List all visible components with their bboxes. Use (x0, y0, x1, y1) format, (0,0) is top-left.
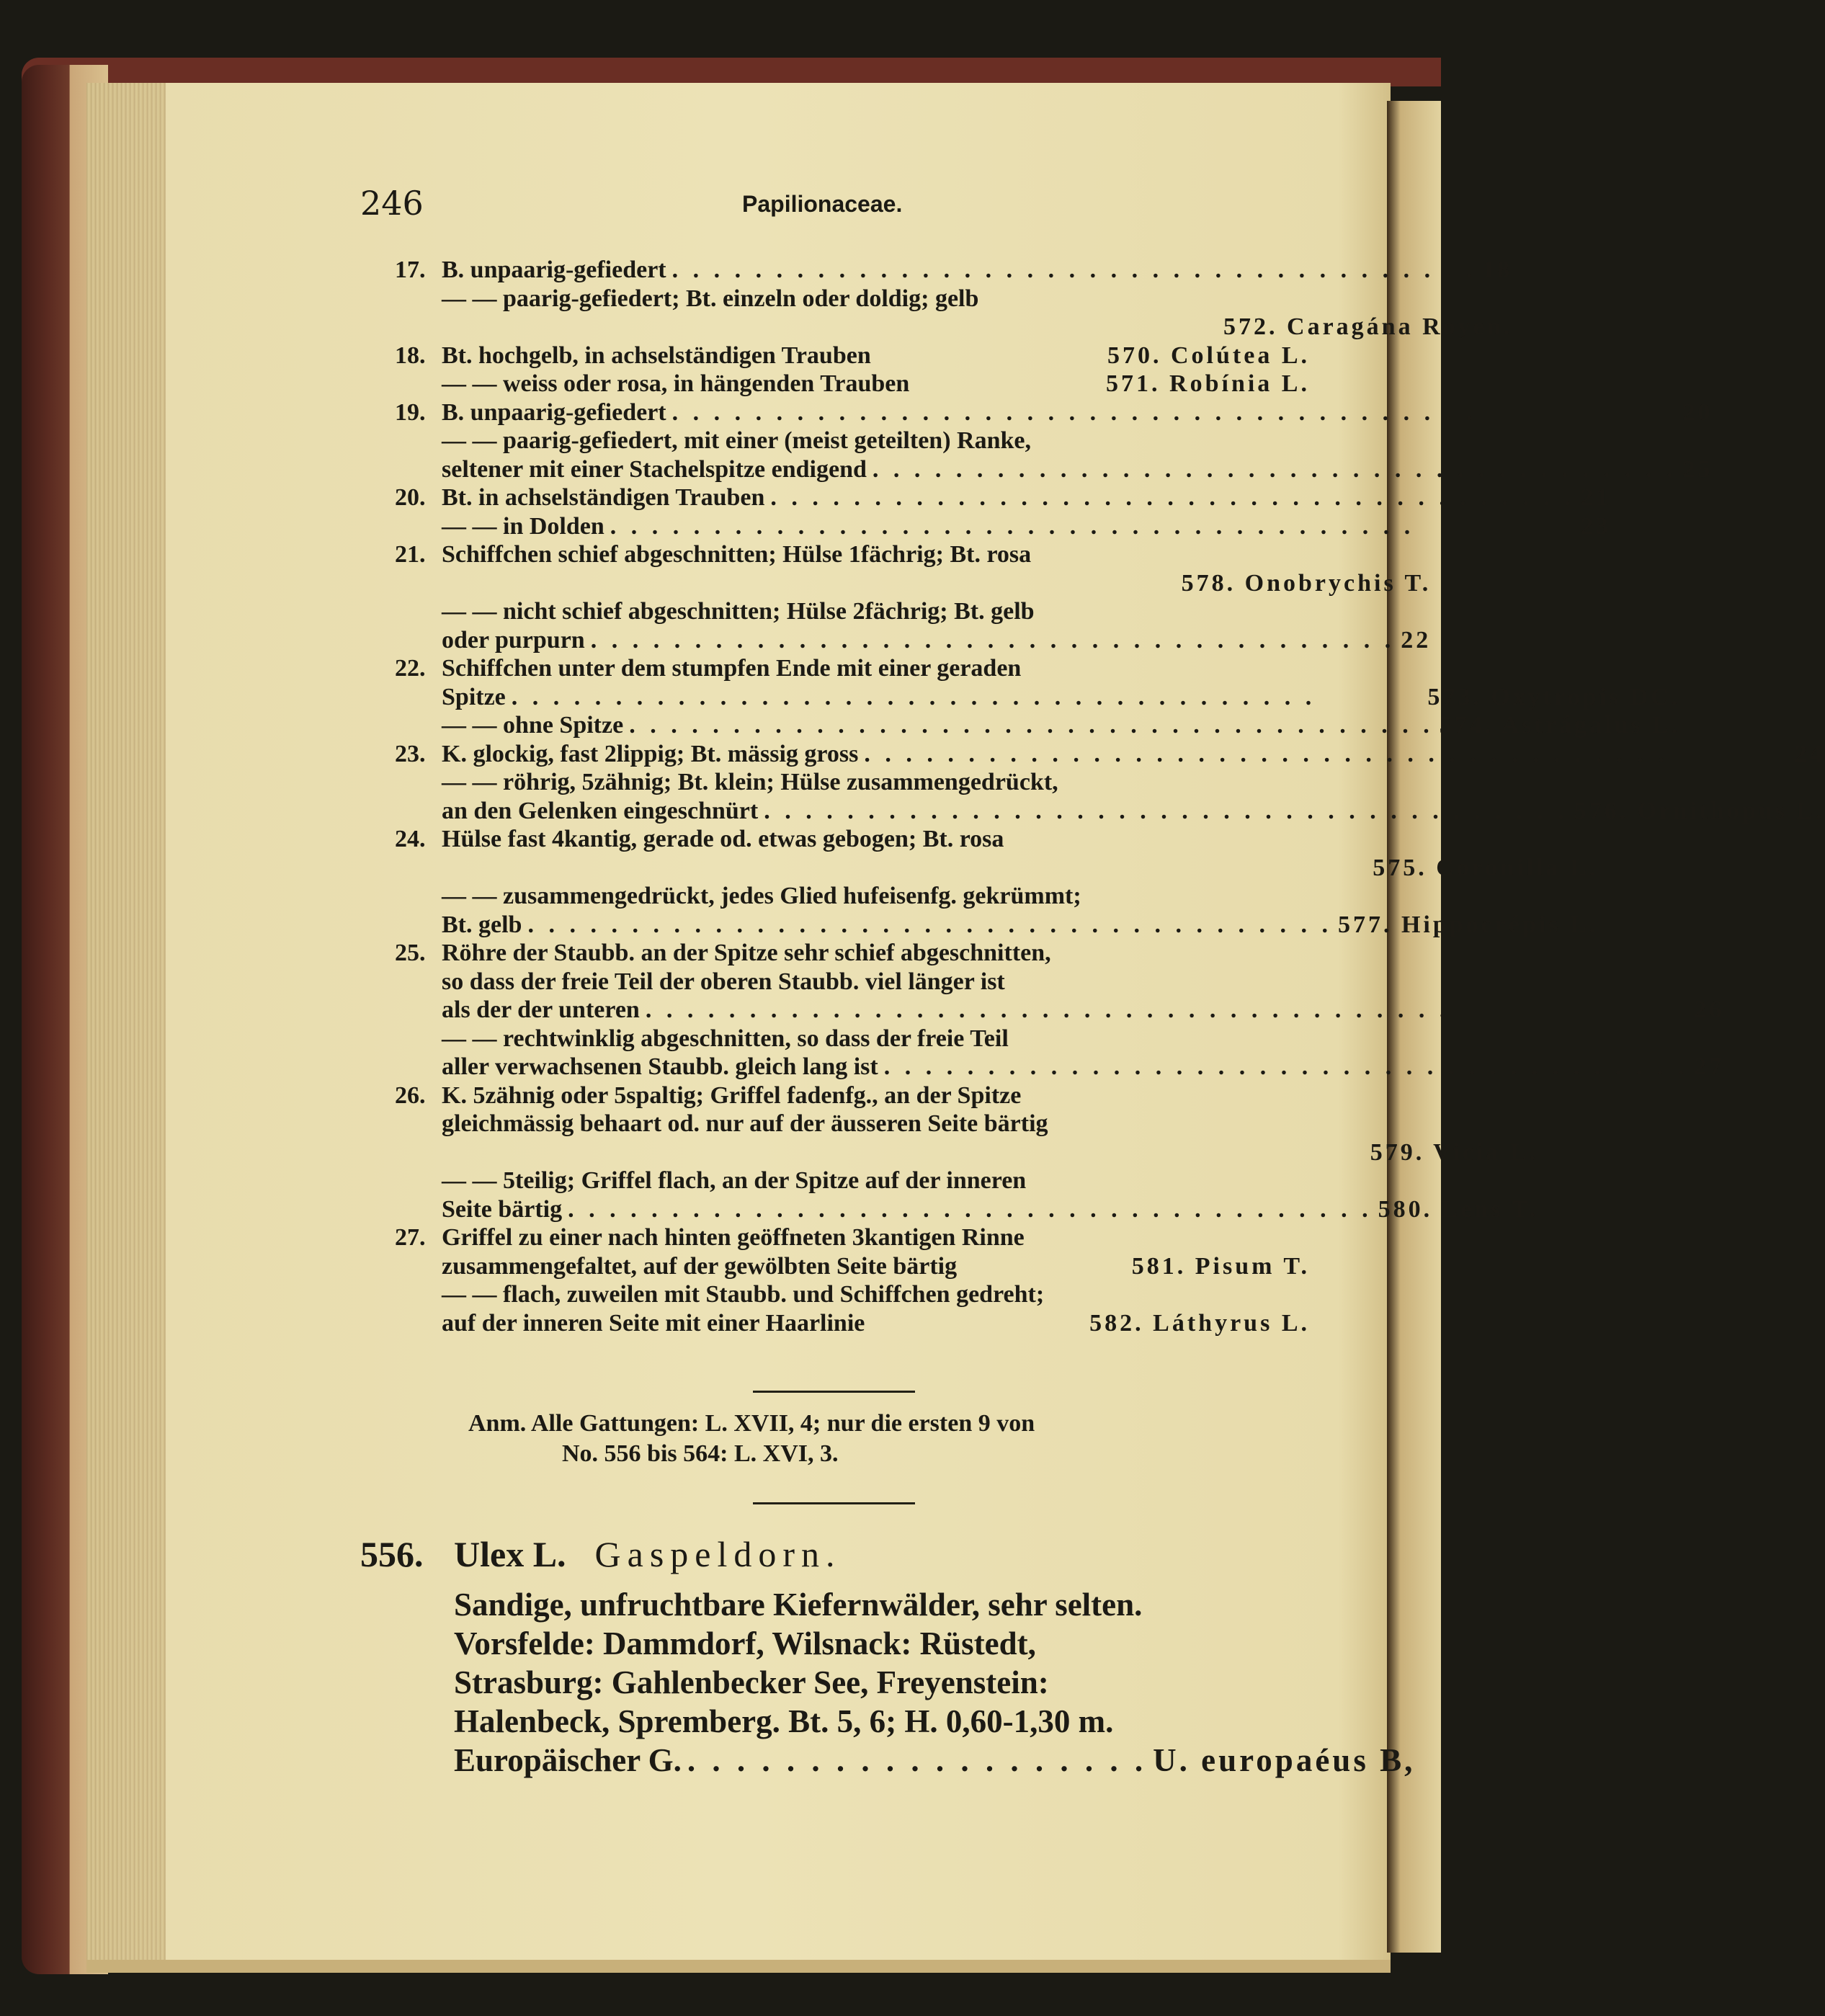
key-line-text: Schiffchen unter dem stumpfen Ende mit einer geraden (442, 655, 1022, 682)
key-line-text: Seite bärtig (442, 1195, 563, 1223)
key-line (442, 1167, 1538, 1195)
key-line-text: auf der inneren Seite mit einer Haarlinie (442, 1309, 865, 1337)
leader-dots: . . . . . . . . . . . . . . . . . . . . . . . . . . . . . . . . . . . . . . . (610, 512, 1415, 540)
leader-dots: . . . . . . . . . . . . . . . . . . . . . . . . . . . . . . . . . . . . . . . (764, 797, 1569, 824)
key-line-text: Schiffchen schief abgeschnitten; Hülse 1fächrig; Bt. rosa (442, 541, 1032, 568)
key-reference: 577. Hippocrépis L. (1337, 911, 1599, 938)
annotation-note (468, 1409, 1275, 1469)
leader-dots: . . . . . . . . . . . . . . . . . . . . . . . . . . . . . . . . . . . . . . . (671, 257, 1477, 283)
key-line (442, 569, 1431, 598)
key-line (442, 911, 1598, 940)
key-line-text: gleichmässig behaart od. nur auf der äusseren Seite bärtig (442, 1110, 1048, 1137)
key-reference: 27 (1694, 1053, 1725, 1080)
key-entry-number: 27. (395, 1224, 426, 1251)
key-line (442, 597, 1431, 626)
page-edges (86, 83, 166, 1960)
genus-name: Ulex L. (454, 1534, 566, 1574)
leader-dots: . . . . . . . . . . . . . . . . . . . . . . . . . . . . . . . . . . . . . . . (590, 626, 1396, 654)
leader-dots: . . . . . . . . . . . . . . . . . . . . . . . . . . . . . . . . . . . . . . . (864, 740, 1669, 767)
key-line-text: — — paarig-gefiedert, mit einer (meist geteilten) Ranke, (442, 427, 1031, 454)
key-line-text: — — weiss oder rosa, in hängenden Trauben (442, 370, 910, 397)
key-line (442, 427, 1713, 455)
key-line (442, 1053, 1724, 1081)
key-entry (395, 256, 1513, 342)
key-line-text: oder purpurn (442, 626, 585, 654)
key-line (442, 1195, 1538, 1224)
key-line-text: — — in Dolden (442, 512, 604, 540)
key-line (442, 996, 1724, 1025)
key-line (442, 342, 1310, 370)
genus-heading (360, 1533, 1311, 1585)
key-line-text: Bt. gelb (442, 911, 522, 938)
species-latin-name: U. europaéus B, (1153, 1742, 1416, 1778)
genus-common-name: Gaspeldorn. (594, 1534, 842, 1574)
key-line (442, 1110, 1538, 1138)
key-reference: 23 (1580, 512, 1611, 540)
divider-rule (753, 1502, 915, 1504)
key-entry-number: 20. (395, 484, 426, 511)
key-line-text: Bt. in achselständigen Trauben (442, 484, 765, 511)
key-genus-reference: 571. Robínia L. (1106, 370, 1310, 397)
key-line (442, 626, 1431, 655)
book-cover-top (22, 58, 1441, 86)
key-line-text: — — flach, zuweilen mit Staubb. und Schiffchen gedreht; (442, 1281, 1045, 1308)
leader-dots: . . . . . . . . . . . . . . . . . . . . . . . . . . . . . . . . . . . . . . . (511, 683, 1316, 710)
key-line-text: — — röhrig, 5zähnig; Bt. klein; Hülse zusammengedrückt, (442, 769, 1058, 795)
key-entry-number: 17. (395, 257, 426, 283)
note-line-2: No. 556 bis 564: L. XVI, 3. (562, 1440, 839, 1467)
key-line-text: Griffel zu einer nach hinten geöffneten 3kantigen Rinne (442, 1224, 1025, 1251)
key-line (442, 968, 1724, 996)
key-line-text: Spitze (442, 683, 506, 710)
key-line (442, 854, 1598, 883)
key-line-text: an den Gelenken eingeschnürt (442, 797, 759, 824)
key-entry (395, 342, 1310, 398)
key-genus-reference: 582. Láthyrus L. (1089, 1309, 1310, 1337)
key-line-text: — — ohne Spitze (442, 712, 624, 739)
leader-dots: . . . . . . . . . . . . . . . . . . . . . . . . . . . . . . . . . . . . . . . (883, 1053, 1689, 1080)
key-line (442, 370, 1310, 398)
key-reference: 574. Astrágalus L. (1439, 712, 1681, 739)
key-line-text: — — 5teilig; Griffel flach, an der Spitze auf der inneren (442, 1167, 1027, 1194)
key-line-text: zusammengefaltet, auf der gewölbten Seite bärtig (442, 1252, 958, 1280)
key-entry (395, 825, 1599, 939)
key-line (442, 654, 1680, 683)
key-line-text: — — zusammengedrückt, jedes Glied hufeisenfg. gekrümmt; (442, 883, 1081, 909)
key-line (442, 683, 1680, 712)
divider-rule (753, 1391, 915, 1393)
key-entry-number: 26. (395, 1081, 426, 1109)
running-head (360, 184, 1340, 234)
key-entry (395, 654, 1681, 740)
genus-line: Sandige, unfruchtbare Kiefernwälder, sehr selten. (454, 1587, 1143, 1623)
key-line (442, 512, 1611, 541)
key-line (442, 1138, 1538, 1167)
genus-line: Vorsfelde: Dammdorf, Wilsnack: Rüstedt, (454, 1625, 1036, 1662)
key-line (442, 455, 1713, 484)
key-entry-number: 24. (395, 826, 426, 852)
key-entry (395, 540, 1432, 654)
key-entry-number: 19. (395, 398, 426, 426)
page-number: 246 (360, 184, 424, 223)
genus-species-line (454, 1741, 1416, 1780)
key-line-text: aller verwachsenen Staubb. gleich lang ist (442, 1053, 878, 1080)
key-line (442, 1252, 1310, 1281)
key-entry-number: 23. (395, 740, 426, 767)
genus-number: 556. (360, 1534, 424, 1574)
key-line (442, 740, 1825, 769)
key-line-text: K. glockig, fast 2lippig; Bt. mässig gross (442, 740, 859, 767)
page-title: Papilionaceae. (742, 191, 903, 217)
leader-dots: . . . . . . . . . . . . . . . . . . . (687, 1742, 1148, 1778)
species-common-name: Europäischer G. (454, 1742, 682, 1778)
key-entry (395, 939, 1725, 1081)
key-reference: 18 (1482, 257, 1513, 283)
key-line (442, 939, 1724, 968)
key-line (442, 825, 1598, 854)
key-entry (395, 1081, 1539, 1224)
key-line-text: K. 5zähnig oder 5spaltig; Griffel fadenfg., an der Spitze (442, 1081, 1022, 1109)
leader-dots: . . . . . . . . . . . . . . . . . . . . . . . . . . . . . . . . . . . . . . . (629, 712, 1434, 739)
key-line (442, 398, 1713, 427)
key-line (442, 882, 1598, 911)
leader-dots: . . . . . . . . . . . . . . . . . . . . . . . . . . . . . . . . . . . . . . . (568, 1195, 1373, 1223)
key-entry-number: 22. (395, 655, 426, 682)
genus-line: Strasburg: Gahlenbecker See, Freyenstein: (454, 1664, 1049, 1700)
key-reference: 20 (1682, 398, 1713, 426)
genus-description (360, 1585, 1416, 1780)
key-line (442, 1025, 1724, 1053)
key-entry (395, 398, 1713, 484)
key-line-text: als der der unteren (442, 996, 640, 1023)
key-line (442, 285, 1512, 313)
key-reference: 573. Oxytropis DC. (1427, 683, 1681, 710)
genus-line: Halenbeck, Spremberg. Bt. 5, 6; H. 0,60-1,30 m. (454, 1703, 1114, 1739)
key-entry-number: 18. (395, 342, 426, 369)
key-reference: 24 (1794, 740, 1825, 767)
key-line-text: so dass der freie Teil der oberen Staubb. viel länger ist (442, 968, 1005, 995)
key-line (442, 797, 1825, 826)
leader-dots: . . . . . . . . . . . . . . . . . . . . . . . . . . . . . . . . . . . . . . . (770, 484, 1575, 511)
key-line-text: B. unpaarig-gefiedert (442, 257, 666, 283)
key-line (442, 256, 1512, 285)
key-genus-reference: 581. Pisum T. (1131, 1252, 1310, 1280)
key-line-text: — — nicht schief abgeschnitten; Hülse 2fächrig; Bt. gelb (442, 598, 1035, 625)
leader-dots: . . . . . . . . . . . . . . . . . . . . . . . . . . . . . . . . . . . . . . . (872, 455, 1677, 483)
key-line-text: seltener mit einer Stachelspitze endigend (442, 455, 867, 483)
key-reference: 21 (1580, 484, 1611, 511)
key-entry-number: 21. (395, 541, 426, 568)
key-reference: 22 (1401, 626, 1432, 654)
identification-key (395, 256, 1825, 1337)
genus-entry (360, 1533, 1416, 1780)
key-line (442, 540, 1431, 569)
key-line (442, 313, 1512, 342)
key-entry-number: 25. (395, 940, 426, 966)
key-line-text: Hülse fast 4kantig, gerade od. etwas gebogen; Bt. rosa (442, 826, 1004, 852)
key-line (442, 1309, 1310, 1338)
leader-dots: . . . . . . . . . . . . . . . . . . . . . . . . . . . . . . . . . . . . . . . (671, 398, 1477, 426)
leader-dots: . . . . . . . . . . . . . . . . . . . . . . . . . . . . . . . . . . . . . . . (645, 996, 1450, 1023)
key-genus-reference: 578. Onobrychis T. (1181, 569, 1432, 597)
key-line (442, 1280, 1310, 1309)
key-line (442, 768, 1825, 797)
key-entry (395, 483, 1611, 540)
key-line-text: Röhre der Staubb. an der Spitze sehr schief abgeschnitten, (442, 940, 1051, 966)
key-line (442, 711, 1680, 740)
note-line-1: Anm. Alle Gattungen: L. XVII, 4; nur die ersten 9 von (468, 1410, 1035, 1437)
key-reference: 576. Ornithopus L. (1574, 797, 1825, 824)
key-genus-reference: 572. Caragána Royen. (1223, 313, 1513, 340)
key-line (442, 1081, 1538, 1110)
key-genus-reference: 579. Vicia L. (1370, 1138, 1539, 1166)
key-entry (395, 740, 1825, 826)
key-line (442, 1223, 1310, 1252)
key-line-text: — — paarig-gefiedert; Bt. einzeln oder doldig; gelb (442, 285, 979, 312)
key-line (442, 483, 1611, 512)
key-line-text: Bt. hochgelb, in achselständigen Trauben (442, 342, 871, 369)
key-line-text: — — rechtwinklig abgeschnitten, so dass der freie Teil (442, 1025, 1009, 1052)
key-line-text: B. unpaarig-gefiedert (442, 398, 666, 426)
key-genus-reference: 570. Colútea L. (1107, 342, 1310, 369)
key-reference: 26 (1694, 996, 1725, 1023)
key-reference: 580. Lens T. (1378, 1195, 1539, 1223)
key-reference: 25 (1682, 455, 1713, 483)
key-genus-reference: 575. Coronilla L. (1373, 854, 1599, 881)
leader-dots: . . . . . . . . . . . . . . . . . . . . . . . . . . . . . . . . . . . . . . . (527, 911, 1332, 938)
key-entry (395, 1223, 1310, 1337)
